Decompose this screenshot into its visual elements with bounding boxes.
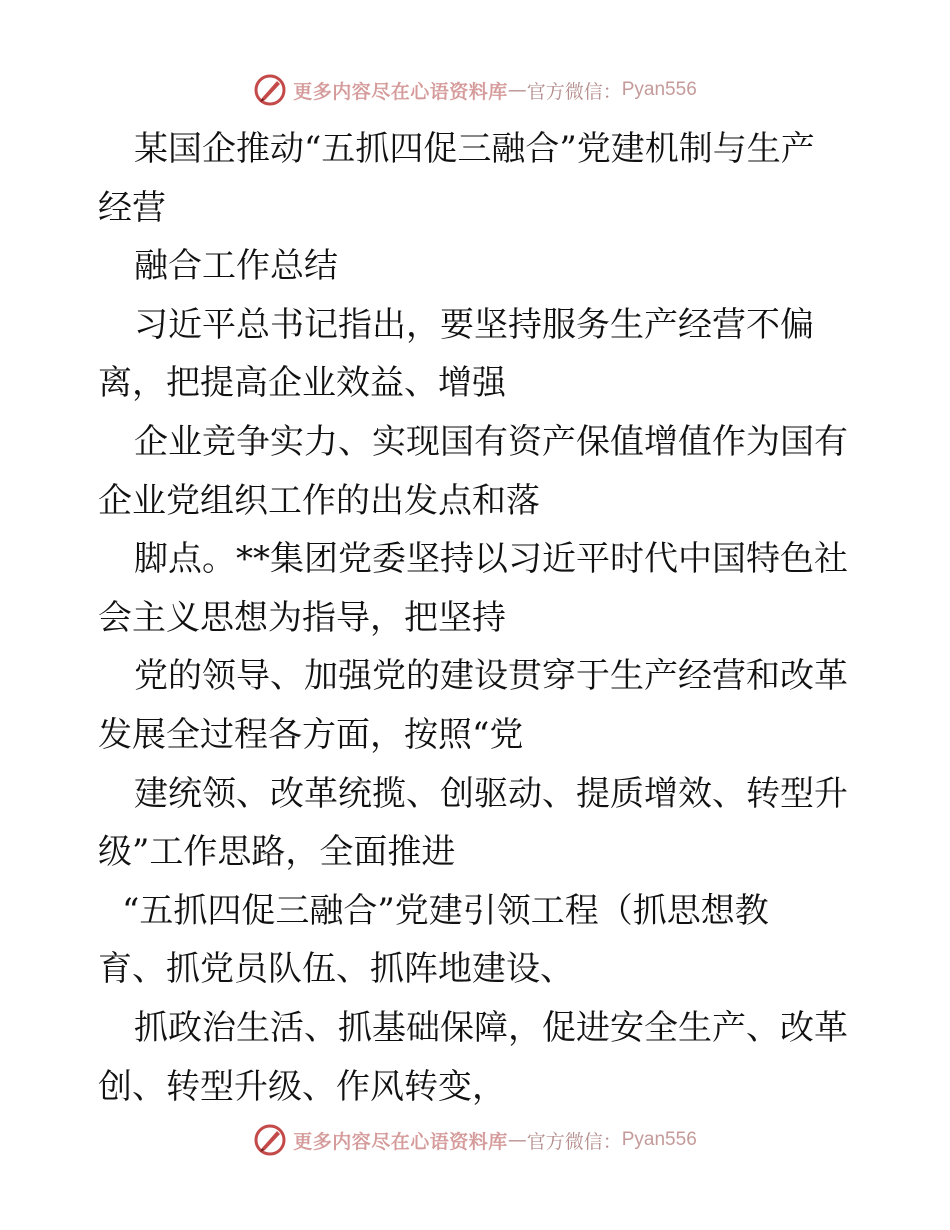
site-name: 更多内容尽在心语资料库: [293, 80, 508, 103]
title-line-2: 经营: [98, 187, 166, 228]
paragraph-line: 创、转型升级、作风转变，: [98, 1066, 506, 1107]
paragraph-line: 党的领导、加强党的建设贯穿于生产经营和改革: [134, 656, 848, 697]
paragraph-line: 习近平总书记指出，要坚持服务生产经营不偏: [134, 304, 814, 345]
paragraph-line: 建统领、改革统揽、创驱动、提质增效、转型升: [134, 773, 848, 814]
paragraph-line: 脚点。**集团党委坚持以习近平时代中国特色社: [134, 539, 848, 580]
title-line-3: 融合工作总结: [134, 246, 338, 287]
paragraph-line: 发展全过程各方面，按照“党: [98, 714, 524, 755]
wechat-label: 官方微信：: [526, 1130, 622, 1153]
paragraph-line: 级”工作思路，全面推进: [98, 832, 456, 873]
header-watermark-banner: [0, 70, 950, 110]
title-line-1: 某国企推动“五抓四促三融合”党建机制与生产: [134, 129, 815, 169]
separator-dash: —: [507, 1129, 527, 1151]
quill-pen-logo-icon: [253, 73, 287, 107]
wechat-id: Pyan556: [621, 1129, 697, 1150]
wechat-label: 官方微信：: [526, 80, 622, 103]
paragraph-line: 企业党组织工作的出发点和落: [98, 480, 540, 521]
quill-pen-logo-icon: [253, 1123, 287, 1157]
wechat-id: Pyan556: [621, 79, 697, 100]
document-body: [98, 120, 858, 1116]
footer-watermark-banner: [0, 1120, 950, 1160]
paragraph-line: 企业竞争实力、实现国有资产保值增值作为国有: [134, 421, 848, 462]
paragraph-line: 会主义思想为指导，把坚持: [98, 597, 506, 638]
separator-dash: —: [507, 79, 527, 101]
paragraph-line: 抓政治生活、抓基础保障，促进安全生产、改革: [134, 1007, 848, 1048]
site-name: 更多内容尽在心语资料库: [293, 1130, 508, 1153]
paragraph-line: “五抓四促三融合”党建引领工程（抓思想教: [122, 890, 769, 931]
paragraph-line: 离，把提高企业效益、增强: [98, 363, 506, 404]
paragraph-line: 育、抓党员队伍、抓阵地建设、: [98, 949, 574, 990]
